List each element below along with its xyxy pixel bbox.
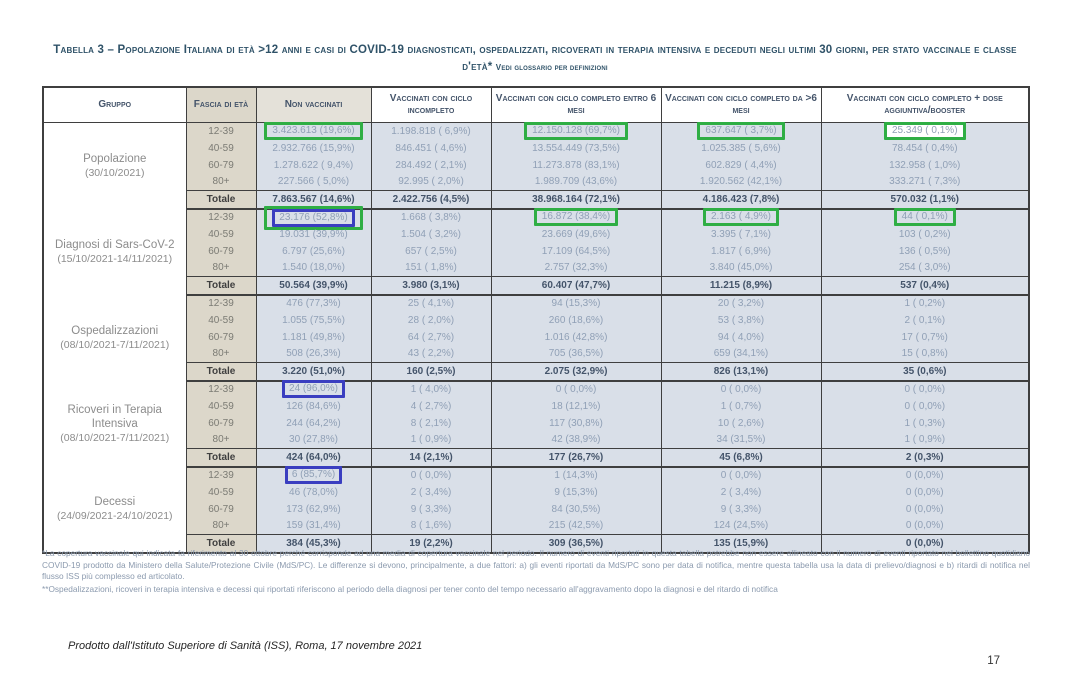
age-band-cell: 40-59 [186,226,256,243]
table-row-ricoveri-in-terapia-intensiva-12-39 [43,381,1029,398]
highlight-box-green: 12.150.128 (69,7%) [524,122,628,140]
table-row-decessi-40-59 [43,484,1029,501]
age-band-cell: 40-59 [186,140,256,157]
totale-value-cell: 3.980 (3,1%) [371,277,491,295]
footnote-1: *La copertura vaccinale qui indicata fa riferimento al 30 ottobre perché corrisponde ad una media di copertura vaccinale nel periodo. Il numero di eventi riportati in questa tabella potrebbe non essere allineato con il numero di eventi riportato nel bollettino quotidiano COVID-19 prodotto da Ministero della Salute/Protezione Civile (MdS/PC). Le differenze si devono, principalmente, a due fattori: a) gli eventi riportati da MdS/PC sono per data di notifica, mentre questa tabella usa la data di prelievo/diagnosi e b) ritardi di notifica nel flusso ISS più complesso ed articolato. [42,548,1030,581]
age-band-cell: 80+ [186,432,256,449]
totale-value-cell: 2.075 (32,9%) [491,363,661,381]
value-cell: 0 (0,0%) [821,467,1029,484]
value-cell: 136 ( 0,5%) [821,243,1029,260]
value-cell: 1 ( 0,7%) [661,398,821,415]
credit-line: Prodotto dall'Istituto Superiore di Sanità (ISS), Roma, 17 novembre 2021 [68,640,423,652]
vaccination-status-table [42,86,1030,554]
table-row-ospedalizzazioni-12-39 [43,295,1029,312]
value-cell: 0 (0,0%) [821,501,1029,518]
group-name: Ricoveri in Terapia Intensiva [67,403,162,430]
table-row-diagnosi-di-sars-cov-2-80 [43,260,1029,277]
group-name: Decessi [94,496,136,508]
value-cell: 215 (42,5%) [491,518,661,535]
age-band-cell: 40-59 [186,312,256,329]
value-cell: 0 (0,0%) [821,484,1029,501]
group-label-diagnosi-di-sars-cov-2 [43,209,186,295]
value-cell: 1.055 (75,5%) [256,312,371,329]
value-cell: 30 (27,8%) [256,432,371,449]
table-title-text: Tabella 3 – Popolazione Italiana di età >12 anni e casi di COVID-19 diagnosticati, ospedalizzati, ricoverati in terapia intensiva e deceduti negli ultimi 30 giorni, per stato vaccinale e classe d'età* [53,44,1017,73]
value-cell: 23.669 (49,6%) [491,226,661,243]
totale-row-popolazione [43,191,1029,209]
value-cell: 173 (62,9%) [256,501,371,518]
table-row-popolazione-40-59 [43,140,1029,157]
highlight-box-green: 3.423.613 (19,6%) [264,122,362,140]
value-cell: 159 (31,4%) [256,518,371,535]
value-cell: 2 ( 0,1%) [821,312,1029,329]
page-number: 17 [987,655,1000,667]
value-cell: 151 ( 1,8%) [371,260,491,277]
column-header-non-vaccinati: Non vaccinati [256,87,371,123]
value-cell [821,123,1029,140]
value-cell: 94 ( 4,0%) [661,329,821,346]
highlight-box-green: 44 ( 0,1%) [894,208,956,226]
value-cell: 15 ( 0,8%) [821,346,1029,363]
value-cell: 18 (12,1%) [491,398,661,415]
table-row-ricoveri-in-terapia-intensiva-80 [43,432,1029,449]
value-cell: 8 ( 1,6%) [371,518,491,535]
value-cell: 0 ( 0,0%) [821,381,1029,398]
totale-value-cell: 4.186.423 (7,8%) [661,191,821,209]
value-cell: 3.840 (45,0%) [661,260,821,277]
value-cell: 20 ( 3,2%) [661,295,821,312]
value-cell: 1 ( 0,2%) [821,295,1029,312]
totale-value-cell: 826 (13,1%) [661,363,821,381]
value-cell: 0 ( 0,0%) [661,381,821,398]
value-cell: 34 (31,5%) [661,432,821,449]
highlight-box-green: 16.872 (38,4%) [534,208,618,226]
value-cell: 0 ( 0,0%) [371,467,491,484]
value-cell: 1.198.818 ( 6,9%) [371,123,491,140]
value-cell: 2 ( 3,4%) [371,484,491,501]
header-row [43,87,1029,123]
totale-value-cell: 11.215 (8,9%) [661,277,821,295]
value-cell [661,123,821,140]
value-cell: 1.016 (42,8%) [491,329,661,346]
column-header-fascia-di-et: Fascia di età [186,87,256,123]
value-cell: 6.797 (25,6%) [256,243,371,260]
table-body [43,123,1029,553]
age-band-cell: 60-79 [186,415,256,432]
age-band-cell: 80+ [186,346,256,363]
age-band-cell: 12-39 [186,295,256,312]
age-band-cell: 40-59 [186,484,256,501]
value-cell [256,209,371,226]
value-cell: 9 (15,3%) [491,484,661,501]
age-band-cell: 80+ [186,518,256,535]
value-cell: 10 ( 2,6%) [661,415,821,432]
highlight-box-blue: 6 (85,7%) [285,466,342,484]
group-label-ospedalizzazioni [43,295,186,381]
age-band-cell: 12-39 [186,381,256,398]
age-band-cell: 60-79 [186,501,256,518]
table-row-decessi-12-39 [43,467,1029,484]
column-header-vaccinati-con-ciclo-completo-dose-aggiuntiva-booster: Vaccinati con ciclo completo + dose aggiuntiva/booster [821,87,1029,123]
value-cell: 46 (78,0%) [256,484,371,501]
totale-value-cell: 537 (0,4%) [821,277,1029,295]
value-cell: 1.989.709 (43,6%) [491,174,661,191]
totale-label-cell: Totale [186,363,256,381]
value-cell [661,209,821,226]
totale-value-cell: 19 (2,2%) [371,535,491,553]
value-cell: 1.181 (49,8%) [256,329,371,346]
column-header-gruppo: Gruppo [43,87,186,123]
age-band-cell: 80+ [186,174,256,191]
value-cell: 3.395 ( 7,1%) [661,226,821,243]
value-cell: 84 (30,5%) [491,501,661,518]
totale-value-cell: 160 (2,5%) [371,363,491,381]
highlight-box-green: 2.163 ( 4,9%) [703,208,779,226]
highlight-box-green-white: 25.349 ( 0,1%) [884,122,966,140]
value-cell: 659 (34,1%) [661,346,821,363]
age-band-cell: 60-79 [186,243,256,260]
value-cell: 2.932.766 (15,9%) [256,140,371,157]
table-row-ospedalizzazioni-80 [43,346,1029,363]
group-label-decessi [43,467,186,553]
totale-value-cell: 2 (0,3%) [821,449,1029,467]
value-cell: 11.273.878 (83,1%) [491,157,661,174]
table-row-popolazione-80 [43,174,1029,191]
age-band-cell: 12-39 [186,209,256,226]
value-cell: 260 (18,6%) [491,312,661,329]
totale-value-cell: 7.863.567 (14,6%) [256,191,371,209]
value-cell: 705 (36,5%) [491,346,661,363]
age-band-cell: 12-39 [186,467,256,484]
highlight-box-green-blue [264,206,362,230]
table-row-diagnosi-di-sars-cov-2-60-79 [43,243,1029,260]
value-cell: 1 (14,3%) [491,467,661,484]
totale-value-cell: 0 (0,0%) [821,535,1029,553]
value-cell: 124 (24,5%) [661,518,821,535]
table-row-ricoveri-in-terapia-intensiva-60-79 [43,415,1029,432]
table-row-popolazione-12-39 [43,123,1029,140]
value-cell: 9 ( 3,3%) [661,501,821,518]
footnotes [42,548,1030,596]
value-cell: 53 ( 3,8%) [661,312,821,329]
value-cell: 43 ( 2,2%) [371,346,491,363]
highlight-box-blue: 23.176 (52,8%) [272,209,354,227]
totale-label-cell: Totale [186,535,256,553]
value-cell: 0 ( 0,0%) [491,381,661,398]
totale-row-ricoveri-in-terapia-intensiva [43,449,1029,467]
group-period: (15/10/2021-14/11/2021) [57,252,173,265]
column-header-vaccinati-con-ciclo-completo-entro-6-mesi: Vaccinati con ciclo completo entro 6 mesi [491,87,661,123]
value-cell: 19.031 (39,9%) [256,226,371,243]
table-row-ospedalizzazioni-40-59 [43,312,1029,329]
value-cell: 9 ( 3,3%) [371,501,491,518]
footnote-2: **Ospedalizzazioni, ricoveri in terapia intensiva e decessi qui riportati riferiscono al periodo della diagnosi per tener conto del tempo necessario all'aggravamento dopo la diagnosi e del ritardo di notifica [42,583,778,594]
value-cell: 4 ( 2,7%) [371,398,491,415]
value-cell: 2 ( 3,4%) [661,484,821,501]
value-cell: 846.451 ( 4,6%) [371,140,491,157]
value-cell: 42 (38,9%) [491,432,661,449]
totale-value-cell: 570.032 (1,1%) [821,191,1029,209]
highlight-box-green: 637.647 ( 3,7%) [697,122,784,140]
totale-label-cell: Totale [186,191,256,209]
group-name: Ospedalizzazioni [71,324,159,337]
value-cell: 17 ( 0,7%) [821,329,1029,346]
value-cell: 0 ( 0,0%) [821,398,1029,415]
value-cell: 1.920.562 (42,1%) [661,174,821,191]
age-band-cell: 40-59 [186,398,256,415]
value-cell: 94 (15,3%) [491,295,661,312]
value-cell: 1.540 (18,0%) [256,260,371,277]
group-label-popolazione [43,123,186,209]
totale-value-cell: 38.968.164 (72,1%) [491,191,661,209]
totale-label-cell: Totale [186,277,256,295]
value-cell [256,381,371,398]
value-cell: 126 (84,6%) [256,398,371,415]
table-row-diagnosi-di-sars-cov-2-40-59 [43,226,1029,243]
value-cell: 508 (26,3%) [256,346,371,363]
totale-value-cell: 309 (36,5%) [491,535,661,553]
value-cell [491,209,661,226]
group-period: (08/10/2021-7/11/2021) [60,431,170,444]
value-cell: 1.668 ( 3,8%) [371,209,491,226]
table-row-decessi-60-79 [43,501,1029,518]
totale-value-cell: 3.220 (51,0%) [256,363,371,381]
value-cell: 1 ( 0,9%) [821,432,1029,449]
totale-value-cell: 177 (26,7%) [491,449,661,467]
value-cell: 8 ( 2,1%) [371,415,491,432]
group-period: (30/10/2021) [84,166,145,179]
totale-value-cell: 2.422.756 (4,5%) [371,191,491,209]
value-cell: 0 (0,0%) [821,518,1029,535]
highlight-box-blue: 24 (96,0%) [282,380,345,398]
value-cell: 476 (77,3%) [256,295,371,312]
totale-value-cell: 35 (0,6%) [821,363,1029,381]
value-cell: 1 ( 4,0%) [371,381,491,398]
value-cell: 28 ( 2,0%) [371,312,491,329]
value-cell: 254 ( 3,0%) [821,260,1029,277]
value-cell: 1 ( 0,9%) [371,432,491,449]
value-cell: 1.025.385 ( 5,6%) [661,140,821,157]
group-period: (24/09/2021-24/10/2021) [56,510,173,522]
totale-value-cell: 384 (45,3%) [256,535,371,553]
value-cell: 1 ( 0,3%) [821,415,1029,432]
value-cell [256,467,371,484]
value-cell: 132.958 ( 1,0%) [821,157,1029,174]
totale-value-cell: 50.564 (39,9%) [256,277,371,295]
value-cell: 103 ( 0,2%) [821,226,1029,243]
totale-row-diagnosi-di-sars-cov-2 [43,277,1029,295]
group-period: (08/10/2021-7/11/2021) [60,338,170,351]
table-title-note: Vedi glossario per definizioni [495,63,608,72]
value-cell: 657 ( 2,5%) [371,243,491,260]
value-cell: 227.566 ( 5,0%) [256,174,371,191]
value-cell: 284.492 ( 2,1%) [371,157,491,174]
value-cell: 244 (64,2%) [256,415,371,432]
totale-label-cell: Totale [186,449,256,467]
value-cell: 13.554.449 (73,5%) [491,140,661,157]
totale-value-cell: 135 (15,9%) [661,535,821,553]
value-cell [256,123,371,140]
value-cell: 25 ( 4,1%) [371,295,491,312]
table-title [40,42,1030,76]
table-row-diagnosi-di-sars-cov-2-12-39 [43,209,1029,226]
group-name: Popolazione [83,152,147,165]
column-header-vaccinati-con-ciclo-completo-da-6-mesi: Vaccinati con ciclo completo da >6 mesi [661,87,821,123]
value-cell: 117 (30,8%) [491,415,661,432]
value-cell [491,123,661,140]
totale-value-cell: 14 (2,1%) [371,449,491,467]
value-cell [821,209,1029,226]
age-band-cell: 80+ [186,260,256,277]
age-band-cell: 60-79 [186,329,256,346]
value-cell: 1.817 ( 6,9%) [661,243,821,260]
totale-value-cell: 45 (6,8%) [661,449,821,467]
value-cell: 0 ( 0,0%) [661,467,821,484]
value-cell: 602.829 ( 4,4%) [661,157,821,174]
group-label-ricoveri-in-terapia-intensiva [43,381,186,467]
value-cell: 1.504 ( 3,2%) [371,226,491,243]
value-cell: 78.454 ( 0,4%) [821,140,1029,157]
table-header [43,87,1029,123]
value-cell: 64 ( 2,7%) [371,329,491,346]
age-band-cell: 12-39 [186,123,256,140]
totale-row-ospedalizzazioni [43,363,1029,381]
table-row-decessi-80 [43,518,1029,535]
column-header-vaccinati-con-ciclo-incompleto: Vaccinati con ciclo incompleto [371,87,491,123]
value-cell: 92.995 ( 2,0%) [371,174,491,191]
value-cell: 17.109 (64,5%) [491,243,661,260]
age-band-cell: 60-79 [186,157,256,174]
group-name: Diagnosi di Sars-CoV-2 [54,238,175,251]
table-row-ricoveri-in-terapia-intensiva-40-59 [43,398,1029,415]
value-cell: 333.271 ( 7,3%) [821,174,1029,191]
table-row-popolazione-60-79 [43,157,1029,174]
table-row-ospedalizzazioni-60-79 [43,329,1029,346]
value-cell: 1.278.622 ( 9,4%) [256,157,371,174]
totale-value-cell: 424 (64,0%) [256,449,371,467]
value-cell: 2.757 (32,3%) [491,260,661,277]
totale-value-cell: 60.407 (47,7%) [491,277,661,295]
